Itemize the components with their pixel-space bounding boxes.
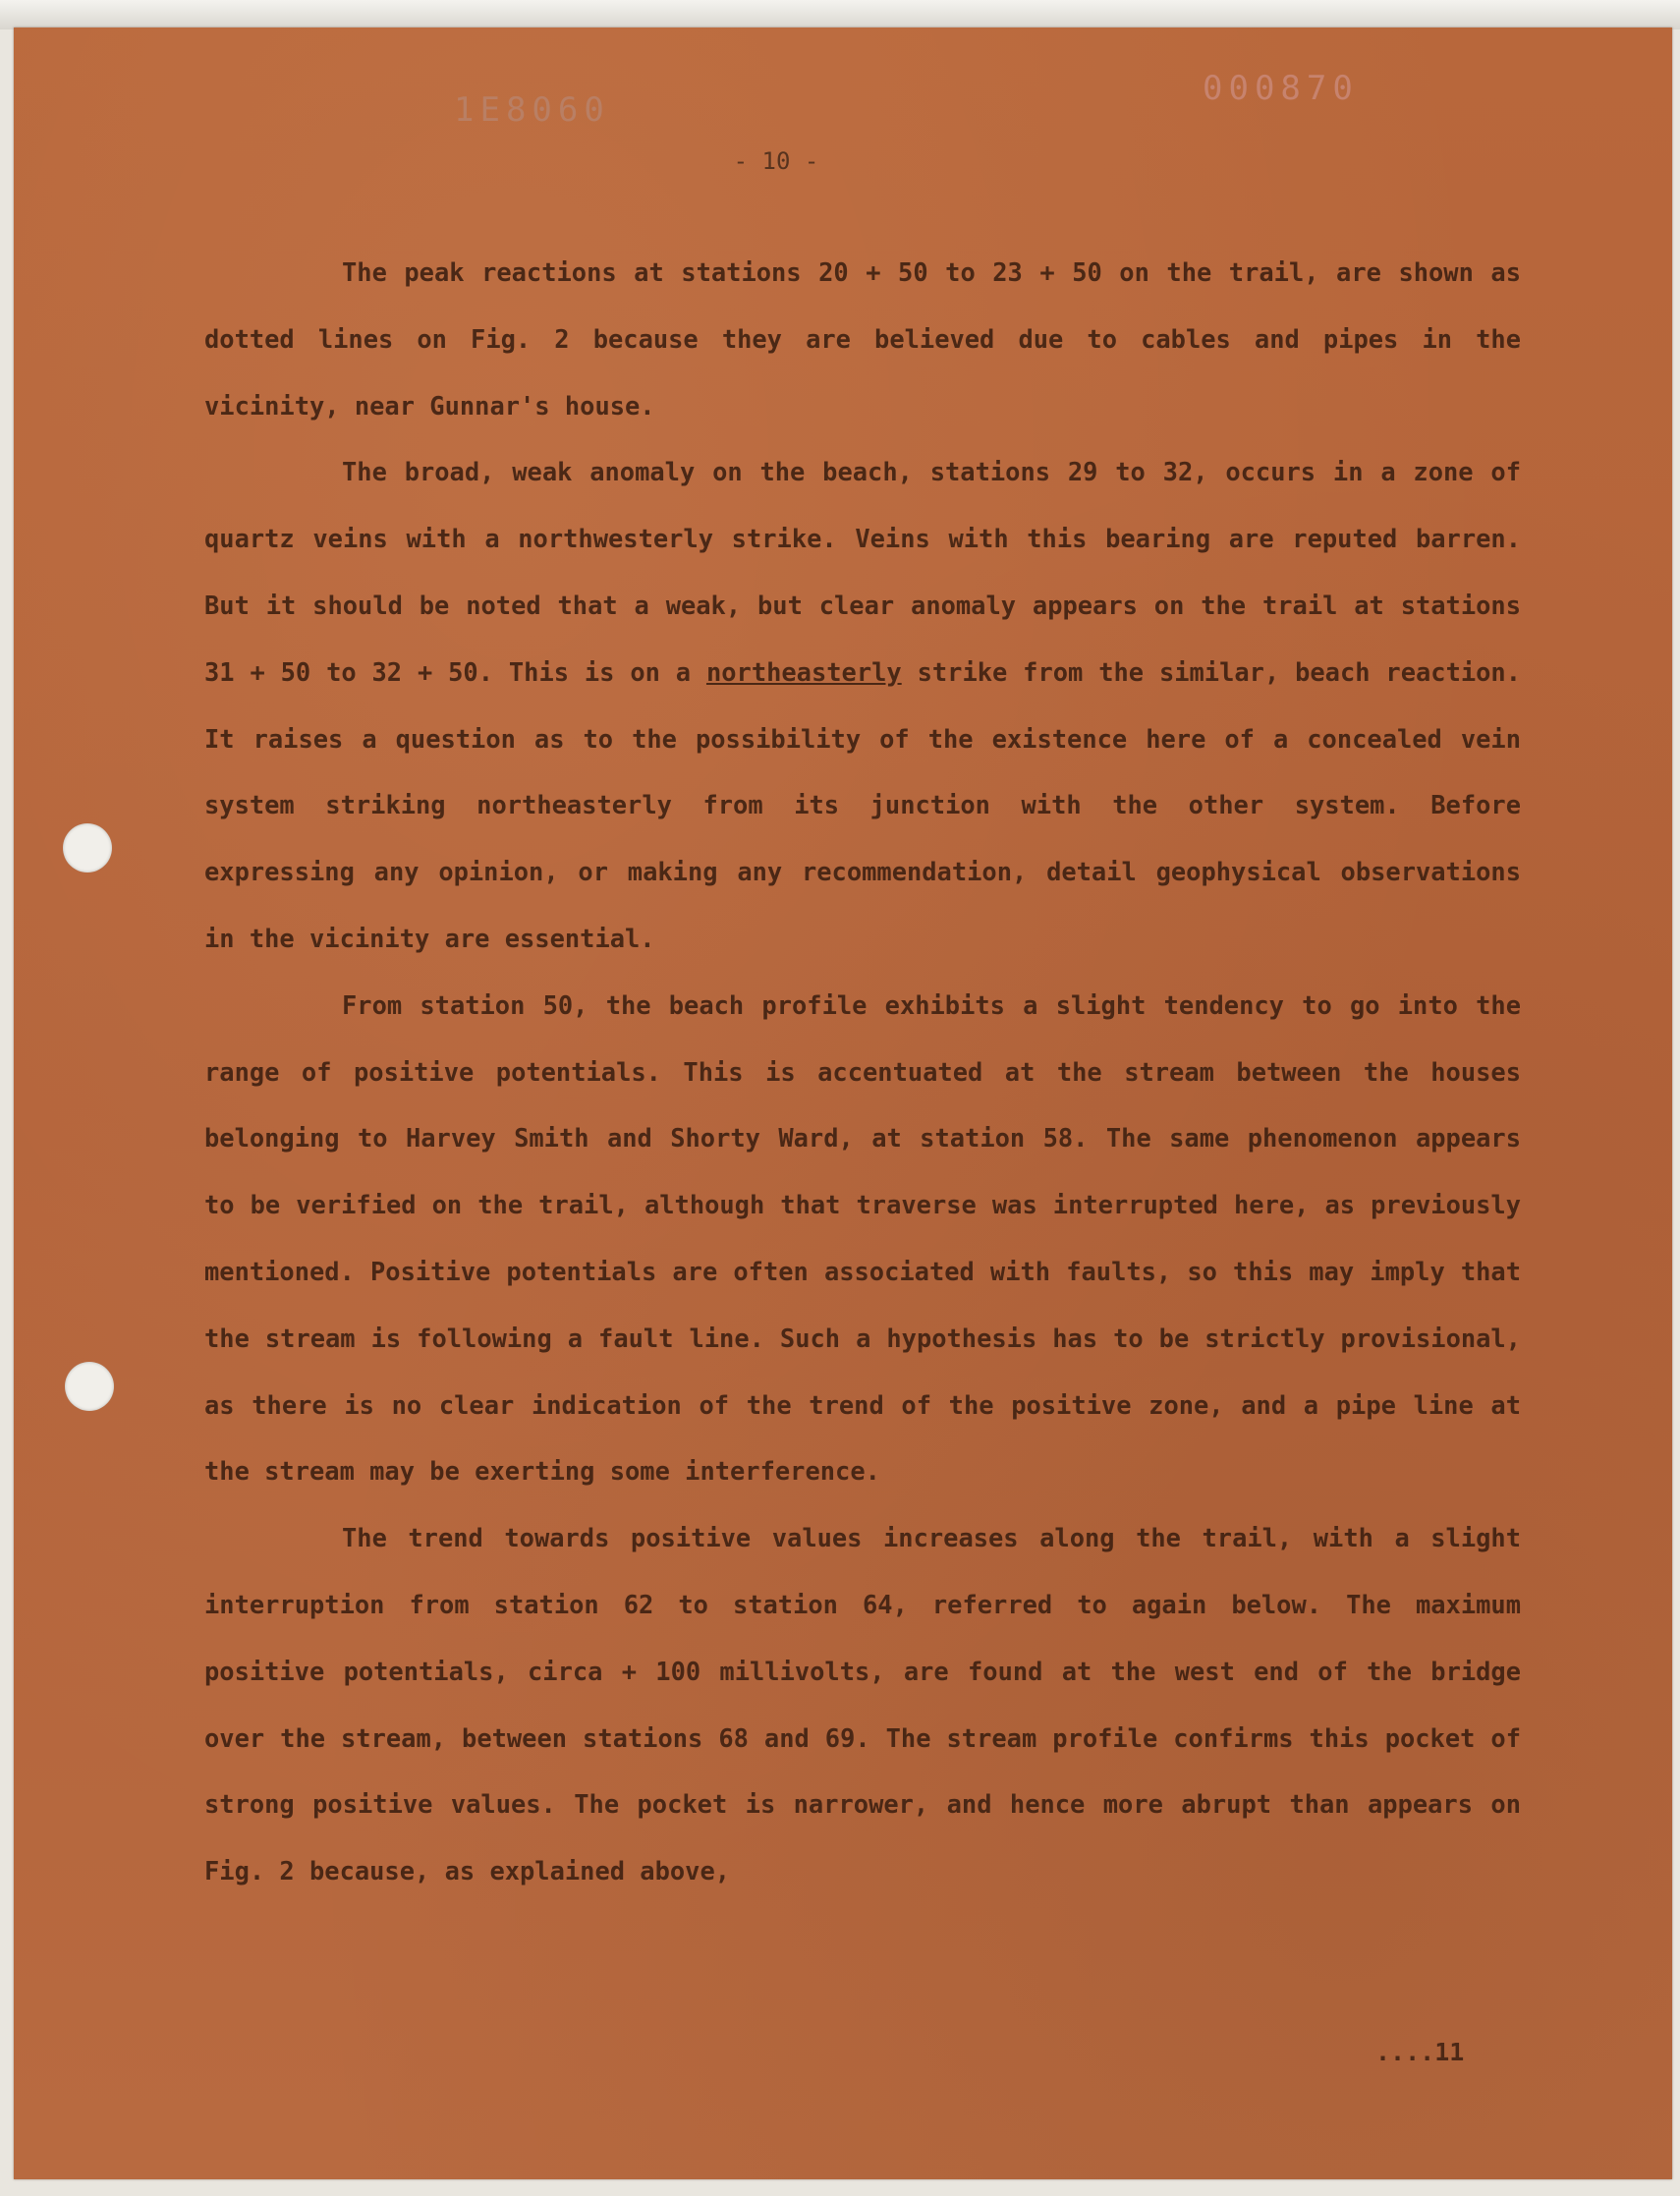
- paragraph-2-part-1: The broad, weak anomaly on the beach, stations 29 to 32, occurs in a zone of quartz veins with a northwesterly strike. Veins with this bearing are reputed barren. But it should be noted that a weak, but clear anomaly appears on the trail at stations 31 + 50 to 32 + 50. This is on a: [204, 457, 1521, 687]
- paragraph-4: The trend towards positive values increases along the trail, with a slight interruption from station 62 to station 64, referred to again below. The maximum positive potentials, circa + 100 millivolts, are found at the west end of the bridge over the stream, between stations 68 and 69. The stream profile confirms this pocket of strong positive values. The pocket is narrower, and hence more abrupt than appears on Fig. 2 because, as explained above,: [204, 1523, 1521, 1886]
- paragraph-2: [204, 439, 1521, 972]
- stamp-right: 000870: [1203, 69, 1359, 108]
- paragraph-1: The peak reactions at stations 20 + 50 to 23 + 50 on the trail, are shown as dotted lines on Fig. 2 because they are believed due to cables and pipes in the vicinity, near Gunnar's house.: [204, 257, 1521, 421]
- body-text: [204, 240, 1521, 1905]
- page-number: - 10 -: [733, 147, 819, 175]
- paragraph-2-part-2: strike from the similar, beach reaction. It raises a question as to the possibility of the existence here of a concealed vein system striking northeasterly from its junction with the other system. Before expressing any opinion, or making any recommendation, detail geophysical observations in the vicinity are essential.: [204, 656, 1521, 953]
- punch-hole: [65, 1362, 114, 1411]
- paragraph-3: From station 50, the beach profile exhibits a slight tendency to go into the range of positive potentials. This is accentuated at the stream between the houses belonging to Harvey Smith and Shorty Ward, at station 58. The same phenomenon appears to be verified on the trail, although that traverse was interrupted here, as previously mentioned. Positive potentials are often associated with faults, so this may imply that the stream is following a fault line. Such a hypothesis has to be strictly provisional, as there is no clear indication of the trend of the positive zone, and a pipe line at the stream may be exerting some interference.: [204, 989, 1521, 1487]
- punch-hole: [63, 823, 112, 873]
- stamp-left: 1E8060: [454, 90, 610, 130]
- continuation-marker: ....11: [1375, 2038, 1465, 2066]
- underlined-word: northeasterly: [705, 656, 902, 687]
- scanner-edge: [0, 0, 1680, 29]
